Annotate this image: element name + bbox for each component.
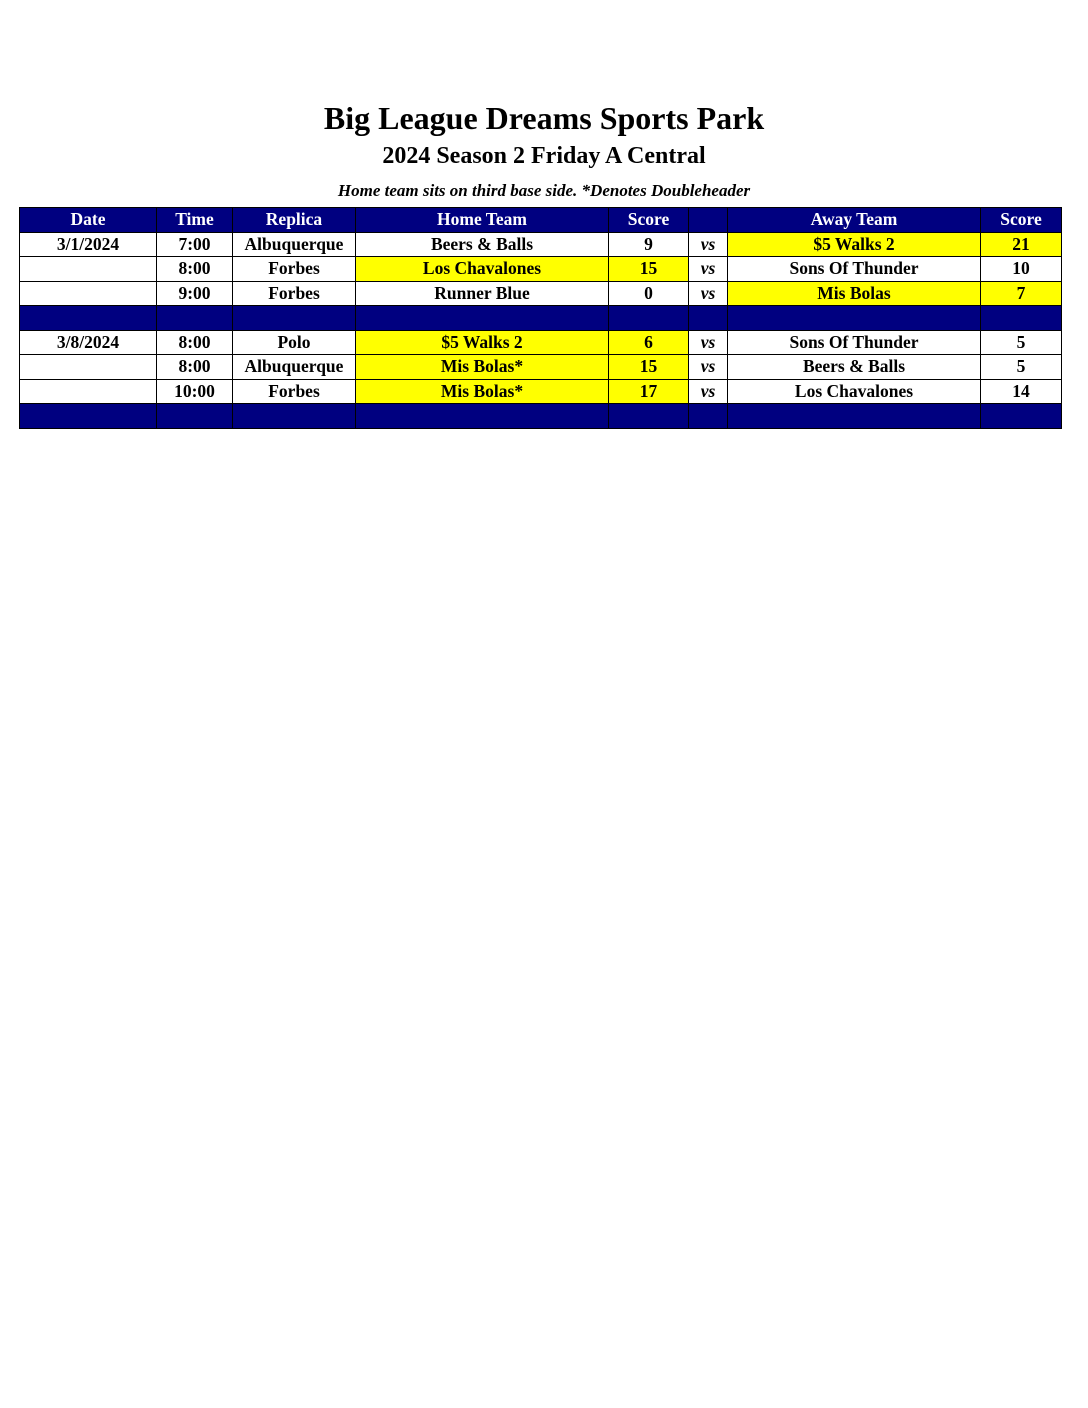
header-away-team: Away Team bbox=[728, 208, 981, 233]
home-team-cell: Runner Blue bbox=[356, 281, 609, 306]
header-home-team: Home Team bbox=[356, 208, 609, 233]
page-subtitle: 2024 Season 2 Friday A Central bbox=[382, 143, 706, 169]
vs-cell: vs bbox=[689, 281, 728, 306]
away-team-cell: Beers & Balls bbox=[728, 355, 981, 380]
table-row bbox=[20, 330, 1062, 355]
away-score-cell: 10 bbox=[981, 257, 1062, 282]
table-row bbox=[20, 281, 1062, 306]
home-team-cell: Mis Bolas* bbox=[356, 355, 609, 380]
replica-cell: Forbes bbox=[233, 257, 356, 282]
time-cell: 7:00 bbox=[157, 232, 233, 257]
away-score-cell: 5 bbox=[981, 330, 1062, 355]
away-team-cell: Sons Of Thunder bbox=[728, 257, 981, 282]
date-cell: 3/1/2024 bbox=[20, 232, 157, 257]
home-score-cell: 0 bbox=[609, 281, 689, 306]
vs-cell: vs bbox=[689, 232, 728, 257]
away-team-cell: Mis Bolas bbox=[728, 281, 981, 306]
home-team-cell: Beers & Balls bbox=[356, 232, 609, 257]
home-team-cell: Los Chavalones bbox=[356, 257, 609, 282]
vs-cell: vs bbox=[689, 330, 728, 355]
replica-cell: Forbes bbox=[233, 281, 356, 306]
home-team-cell: $5 Walks 2 bbox=[356, 330, 609, 355]
date-cell bbox=[20, 355, 157, 380]
away-score-cell: 14 bbox=[981, 379, 1062, 404]
table-row bbox=[20, 257, 1062, 282]
replica-cell: Polo bbox=[233, 330, 356, 355]
away-team-cell: $5 Walks 2 bbox=[728, 232, 981, 257]
time-cell: 10:00 bbox=[157, 379, 233, 404]
away-team-cell: Los Chavalones bbox=[728, 379, 981, 404]
home-score-cell: 15 bbox=[609, 257, 689, 282]
date-cell bbox=[20, 257, 157, 282]
date-cell: 3/8/2024 bbox=[20, 330, 157, 355]
replica-cell: Albuquerque bbox=[233, 232, 356, 257]
date-cell bbox=[20, 281, 157, 306]
replica-cell: Albuquerque bbox=[233, 355, 356, 380]
header-away-score: Score bbox=[981, 208, 1062, 233]
away-score-cell: 21 bbox=[981, 232, 1062, 257]
time-cell: 8:00 bbox=[157, 330, 233, 355]
table-row bbox=[20, 355, 1062, 380]
header-row bbox=[20, 208, 1062, 233]
home-team-cell: Mis Bolas* bbox=[356, 379, 609, 404]
home-score-cell: 15 bbox=[609, 355, 689, 380]
date-cell bbox=[20, 379, 157, 404]
week-separator-row bbox=[20, 306, 1062, 331]
table-row bbox=[20, 232, 1062, 257]
doubleheader-note: Home team sits on third base side. *Denotes Doubleheader bbox=[337, 181, 751, 200]
away-score-cell: 5 bbox=[981, 355, 1062, 380]
home-score-cell: 9 bbox=[609, 232, 689, 257]
page-title: Big League Dreams Sports Park bbox=[323, 100, 765, 136]
schedule-table bbox=[19, 207, 1062, 429]
time-cell: 8:00 bbox=[157, 355, 233, 380]
vs-cell: vs bbox=[689, 355, 728, 380]
header-home-score: Score bbox=[609, 208, 689, 233]
header-date: Date bbox=[20, 208, 157, 233]
time-cell: 8:00 bbox=[157, 257, 233, 282]
vs-cell: vs bbox=[689, 379, 728, 404]
vs-cell: vs bbox=[689, 257, 728, 282]
week-separator-row bbox=[20, 404, 1062, 429]
table-row bbox=[20, 379, 1062, 404]
away-team-cell: Sons Of Thunder bbox=[728, 330, 981, 355]
header-vs bbox=[689, 208, 728, 233]
header-time: Time bbox=[157, 208, 233, 233]
time-cell: 9:00 bbox=[157, 281, 233, 306]
header-replica: Replica bbox=[233, 208, 356, 233]
home-score-cell: 17 bbox=[609, 379, 689, 404]
away-score-cell: 7 bbox=[981, 281, 1062, 306]
home-score-cell: 6 bbox=[609, 330, 689, 355]
replica-cell: Forbes bbox=[233, 379, 356, 404]
